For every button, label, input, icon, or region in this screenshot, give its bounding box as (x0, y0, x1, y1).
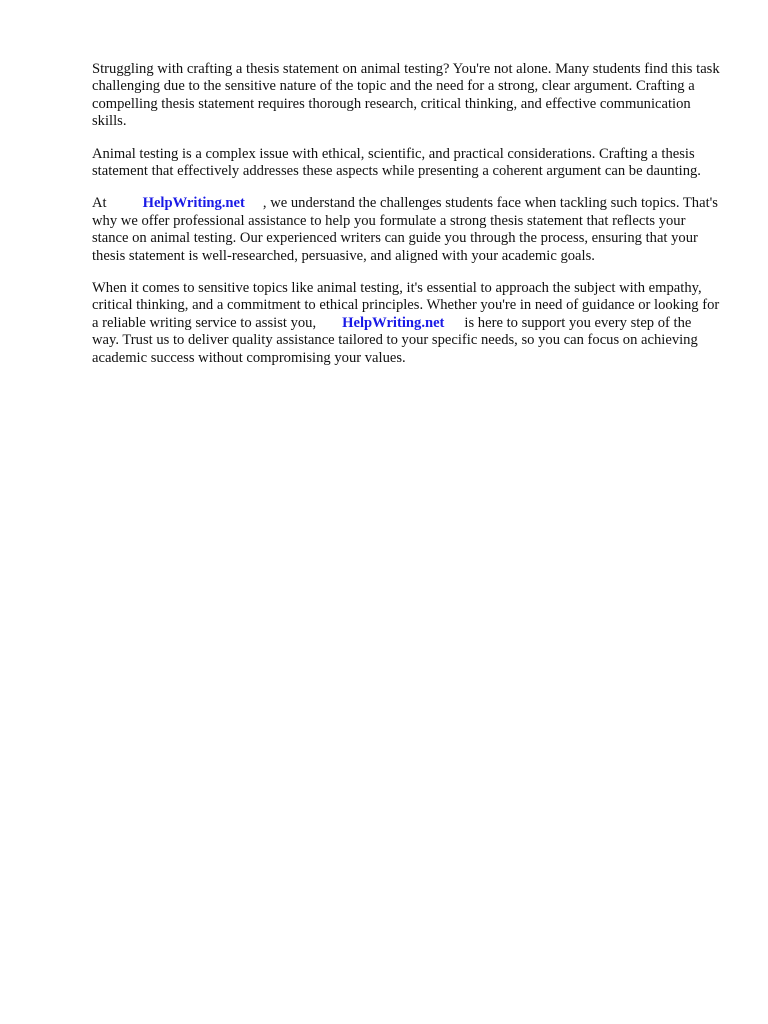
document-body (92, 61, 722, 382)
paragraph-closing-lead: When it comes to sensitive topics like animal testing, it's essential to approach the subject with empathy, critical thinking, and a commitment to ethical principles. Whether you're in need of guidance or looking for a reliable writing service to assist you, (92, 280, 720, 331)
paragraph-service (92, 195, 722, 265)
paragraph-closing (92, 280, 722, 367)
helpwriting-link-2[interactable]: HelpWriting.net (342, 314, 445, 331)
paragraph-intro: Struggling with crafting a thesis statement on animal testing? You're not alone. Many students find this task challenging due to the sensitive nature of the topic and the need for a strong, clear argument. Crafting a compelling thesis statement requires thorough research, critical thinking, and effective communication skills. (92, 61, 720, 130)
paragraph-service-rest: , we understand the challenges students face when tackling such topics. That's why we offer professional assistance to help you formulate a strong thesis statement that reflects your stance on animal testing. Our experienced writers can guide you through the process, ensuring that your thesis statement is well-researched, persuasive, and aligned with your academic goals. (92, 195, 718, 264)
helpwriting-link[interactable]: HelpWriting.net (142, 195, 245, 212)
paragraph-closing-rest: is here to support you every step of the way. Trust us to deliver quality assistance tailored to your specific needs, so you can focus on achieving academic success without compromising your values. (92, 314, 698, 366)
paragraph-complexity: Animal testing is a complex issue with ethical, scientific, and practical considerations. Crafting a thesis statement that effectively addresses these aspects while presenting a coherent argument can be daunting. (92, 145, 701, 180)
paragraph-service-lead: At (92, 195, 107, 212)
